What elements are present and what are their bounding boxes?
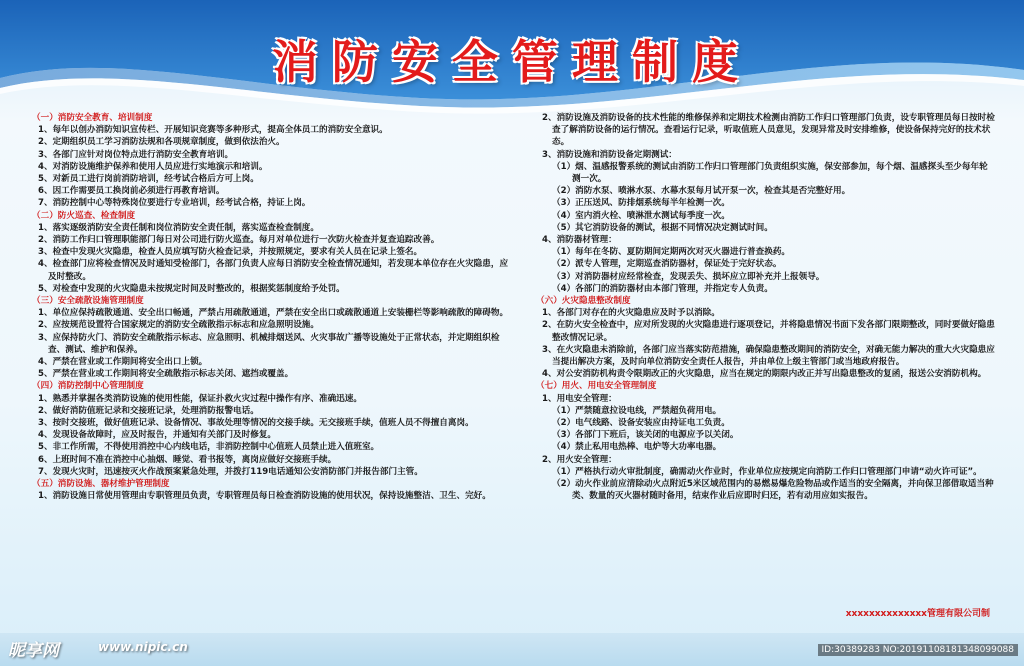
watermark-logo: 昵享网 <box>8 641 59 661</box>
rule-line: （4）室内消火栓、喷淋泄水测试每季度一次。 <box>552 210 730 221</box>
watermark-url: www.nipic.cn <box>98 640 188 654</box>
rule-line: 2、做好消防值班记录和交接班记录，处理消防报警电话。 <box>38 405 259 416</box>
rule-line: 2、用火安全管理： <box>542 454 617 465</box>
rule-line: 4、消防器材管理： <box>542 235 617 246</box>
right-column <box>536 112 996 503</box>
rule-line: 4、对消防设施维护保养和使用人员应进行实地演示和培训。 <box>38 161 268 172</box>
rule-line: 3、检查中发现火灾隐患，检查人员应填写防火检查记录，并按照规定，要求有关人员在记录上签名。 <box>38 247 423 258</box>
rule-line: （1）严禁随意拉设电线，严禁超负荷用电。 <box>552 405 722 416</box>
rule-line: （4）禁止私用电热棒、电炉等大功率电器。 <box>552 442 722 453</box>
rule-line: 1、每年以创办消防知识宣传栏、开展知识竞赛等多种形式，提高全体员工的消防安全意识。 <box>38 125 388 136</box>
rule-line: 5、对检查中发现的火灾隐患未按规定时间及时整改的，根据奖惩制度给予处罚。 <box>38 283 345 294</box>
rule-line: 5、对新员工进行岗前消防培训，经考试合格后方可上岗。 <box>38 174 259 185</box>
rule-line: （1）严格执行动火审批制度，确需动火作业时，作业单位应按规定向消防工作归口管理部门申请“动火许可证”。 <box>552 466 982 477</box>
rule-line: 1、熟悉并掌握各类消防设施的使用性能，保证扑救火灾过程中操作有序、准确迅速。 <box>38 393 362 404</box>
rule-line: 2、消防工作归口管理职能部门每日对公司进行防火巡查。每月对单位进行一次防火检查并复查追踪改善。 <box>38 235 440 246</box>
rule-line: （3）各部门下班后，该关闭的电源应予以关闭。 <box>552 430 739 441</box>
rule-line: （1）烟、温感报警系统的测试由消防工作归口管理部门负责组织实施，保安部参加，每个烟、温感探头至少每年轮测一次。 <box>552 161 988 185</box>
rule-line: 3、按时交接班，做好值班记录、设备情况、事故处理等情况的交接手续。无交接班手续，值班人员不得擅自离岗。 <box>38 418 474 429</box>
rule-line: 1、用电安全管理： <box>542 393 617 404</box>
rule-line: 1、单位应保持疏散通道、安全出口畅通，严禁占用疏散通道，严禁在安全出口或疏散通道上安装栅栏等影响疏散的障碍物。 <box>38 308 509 319</box>
rule-line: 3、应保持防火门、消防安全疏散指示标志、应急照明、机械排烟送风、火灾事故广播等设施处于正常状态，并定期组织检查、测试、维护和保养。 <box>38 332 500 355</box>
rule-line: （5）其它消防设备的测试，根据不同情况决定测试时间。 <box>552 222 773 233</box>
rule-line: 5、非工作所需，不得使用消控中心内线电话，非消防控制中心值班人员禁止进入值班室。 <box>38 442 380 453</box>
rule-line: 6、上班时间不准在消控中心抽烟、睡觉、看书报等，离岗应做好交接班手续。 <box>38 454 337 465</box>
rule-line: 1、落实逐级消防安全责任制和岗位消防安全责任制，落实巡查检查制度。 <box>38 222 319 233</box>
rule-line: 7、发现火灾时，迅速按灭火作战预案紧急处理，并拨打119电话通知公安消防部门并报告部门主管。 <box>38 466 423 477</box>
section-heading: （四）消防控制中心管理制度 <box>32 381 144 392</box>
company-name: xxxxxxxxxxxxxx管理有限公司制 <box>845 609 990 619</box>
rule-line: （4）各部门的消防器材由本部门管理，并指定专人负责。 <box>552 283 773 294</box>
rule-line: 6、因工作需要员工换岗前必须进行再教育培训。 <box>38 186 225 197</box>
rule-line: （1）每年在冬防、夏防期间定期两次对灭火器进行普查换药。 <box>552 247 791 258</box>
rule-line: 2、应按规范设置符合国家规定的消防安全疏散指示标志和应急照明设施。 <box>38 320 319 331</box>
rule-line: （2）动火作业前应清除动火点附近5米区域范围内的易燃易爆危险物品或作适当的安全隔离，并向保卫部借取适当种类、数量的灭火器材随时备用，结束作业后应即时归还，若有动用应如实报告。 <box>552 479 994 502</box>
rule-line: 5、严禁在营业或工作期间将安全疏散指示标志关闭、遮挡或覆盖。 <box>38 369 294 380</box>
section-heading: （三）安全疏散设施管理制度 <box>32 296 144 307</box>
rule-line: 4、严禁在营业或工作期间将安全出口上锁。 <box>38 357 208 368</box>
rule-line: 1、各部门对存在的火灾隐患应及时予以消除。 <box>542 308 720 319</box>
section-heading: （二）防火巡查、检查制度 <box>32 210 136 221</box>
rule-line: 7、消防控制中心等特殊岗位要进行专业培训，经考试合格，持证上岗。 <box>38 198 311 209</box>
rule-line: 4、对公安消防机构责令限期改正的火灾隐患，应当在规定的期限内改正并写出隐患整改的复函，报送公安消防机构。 <box>542 369 987 380</box>
section-heading: （一）消防安全教育、培训制度 <box>32 113 153 123</box>
rule-line: 2、定期组织员工学习消防法规和各项规章制度，做到依法治火。 <box>38 137 285 148</box>
rule-line: 2、在防火安全检查中，应对所发现的火灾隐患进行逐项登记，并将隐患情况书面下发各部门限期整改，同时要做好隐患整改情况记录。 <box>542 320 995 343</box>
page-title: 消防安全管理制度 <box>272 35 752 89</box>
rule-line: 4、检查部门应将检查情况及时通知受检部门，各部门负责人应每日消防安全检查情况通知，若发现本单位存在火灾隐患，应及时整改。 <box>38 259 509 282</box>
rule-line: 3、在火灾隐患未消除前，各部门应当落实防范措施，确保隐患整改期间的消防安全，对确无能力解决的重大火灾隐患应当提出解决方案，及时向单位消防安全责任人报告，并由单位上级主管部门或当地政府报告。 <box>542 344 995 368</box>
rule-line: 3、各部门应针对岗位特点进行消防安全教育培训。 <box>38 149 234 160</box>
rule-line: 3、消防设施和消防设备定期测试： <box>542 149 677 160</box>
watermark-id: ID:30389283 NO:20191108181348099088 <box>818 644 1019 656</box>
rule-line: （2）派专人管理，定期巡查消防器材，保证处于完好状态。 <box>552 259 782 270</box>
rule-line: （2）电气线路、设备安装应由持证电工负责。 <box>552 418 730 429</box>
section-heading: （五）消防设施、器材维护管理制度 <box>32 479 170 490</box>
rule-line: 4、发现设备故障时，应及时报告，并通知有关部门及时修复。 <box>38 430 277 441</box>
section-heading: （七）用火、用电安全管理制度 <box>536 381 657 392</box>
rule-line: （3）正压送风、防排烟系统每半年检测一次。 <box>552 198 730 209</box>
rule-line: 1、消防设施日常使用管理由专职管理员负责，专职管理员每日检查消防设施的使用状况，保持设施整洁、卫生、完好。 <box>38 491 491 502</box>
left-column <box>32 112 510 503</box>
section-heading: （六）火灾隐患整改制度 <box>536 296 631 307</box>
rule-line: （3）对消防器材应经常检查，发现丢失、损坏应立即补充并上报领导。 <box>552 271 825 282</box>
rule-line: 2、消防设施及消防设备的技术性能的维修保养和定期技术检测由消防工作归口管理部门负责，设专职管理员每日按时检查了解消防设备的运行情况。查看运行记录，听取值班人员意见，发现异常及时安排维修，使设备保持完好的技术状态。 <box>542 113 995 148</box>
rule-line: （2）消防水泵、喷淋水泵、水幕水泵每月试开泵一次，检查其是否完整好用。 <box>552 186 851 197</box>
